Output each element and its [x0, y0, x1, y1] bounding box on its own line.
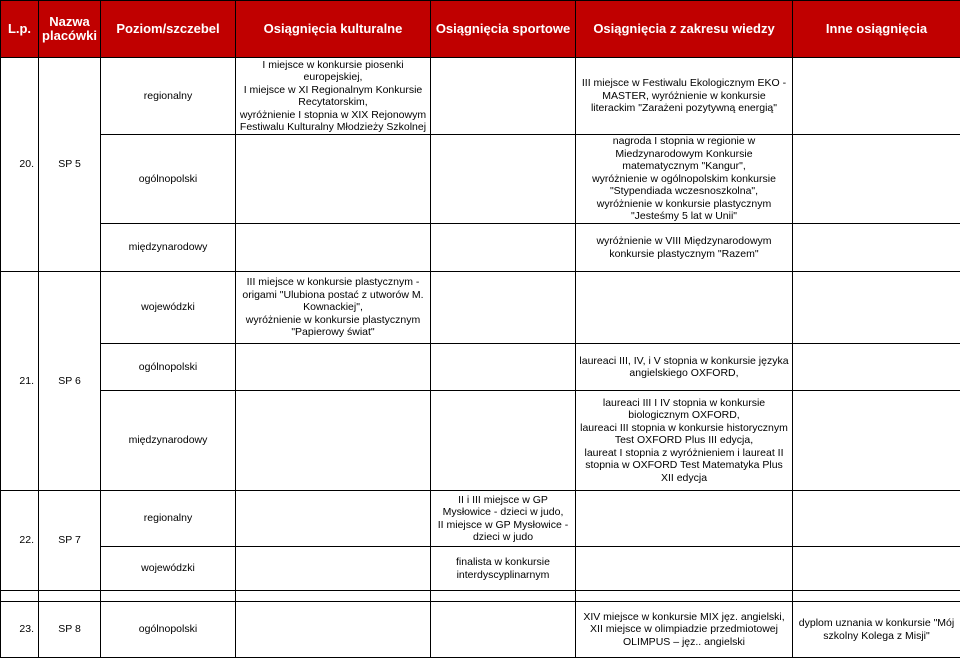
knowledge-cell: XIV miejsce w konkursie MIX jęz. angielski, XII miejsce w olimpiadzie przedmiotowej OLIMPUS – jęz.. angielski [576, 602, 793, 658]
sport-cell [431, 391, 576, 491]
sport-cell: finalista w konkursie interdyscyplinarnym [431, 547, 576, 591]
header-level: Poziom/szczebel [101, 1, 236, 58]
knowledge-cell [576, 491, 793, 547]
culture-cell [236, 391, 431, 491]
other-cell [793, 224, 960, 272]
row-number: 23. [1, 602, 39, 658]
header-row [1, 1, 960, 58]
culture-cell [236, 135, 431, 224]
knowledge-cell [576, 547, 793, 591]
other-cell [793, 58, 960, 135]
knowledge-cell: nagroda I stopnia w regionie w Miedzynarodowym Konkursie matematycznym "Kangur", wyróżnienie w ogólnopolskim konkursie "Stypendiada wczesnoszkolna", wyróżnienie w konkursie plastycznym "Jesteśmy 5 lat w Unii" [576, 135, 793, 224]
level-cell: międzynarodowy [101, 224, 236, 272]
level-cell: wojewódzki [101, 272, 236, 344]
school-name: SP 8 [39, 602, 101, 658]
sport-cell: II i III miejsce w GP Mysłowice - dzieci w judo, II miejsce w GP Mysłowice - dzieci w judo [431, 491, 576, 547]
level-cell: międzynarodowy [101, 391, 236, 491]
header-name: Nazwa placówki [39, 1, 101, 58]
header-sport: Osiągnięcia sportowe [431, 1, 576, 58]
other-cell [793, 272, 960, 344]
school-name: SP 6 [39, 272, 101, 491]
spacer-cell [101, 591, 236, 602]
knowledge-cell: wyróżnienie w VIII Międzynarodowym konkursie plastycznym "Razem" [576, 224, 793, 272]
culture-cell [236, 491, 431, 547]
table-row [1, 491, 960, 547]
level-cell: ogólnopolski [101, 344, 236, 391]
culture-cell [236, 547, 431, 591]
table-row [1, 344, 960, 391]
level-cell: ogólnopolski [101, 135, 236, 224]
other-cell [793, 491, 960, 547]
culture-cell [236, 224, 431, 272]
knowledge-cell [576, 272, 793, 344]
culture-cell [236, 602, 431, 658]
level-cell: ogólnopolski [101, 602, 236, 658]
table-row [1, 135, 960, 224]
knowledge-cell: laureaci III, IV, i V stopnia w konkursie języka angielskiego OXFORD, [576, 344, 793, 391]
school-name: SP 5 [39, 58, 101, 272]
other-cell [793, 547, 960, 591]
sport-cell [431, 135, 576, 224]
level-cell: regionalny [101, 58, 236, 135]
sport-cell [431, 602, 576, 658]
row-number: 20. [1, 58, 39, 272]
sport-cell [431, 344, 576, 391]
header-lp: L.p. [1, 1, 39, 58]
spacer-cell [236, 591, 431, 602]
culture-cell: III miejsce w konkursie plastycznym - origami "Ulubiona postać z utworów M. Kownackiej", wyróżnienie w konkursie plastycznym "Papierowy świat" [236, 272, 431, 344]
level-cell: wojewódzki [101, 547, 236, 591]
row-number: 21. [1, 272, 39, 491]
table-row [1, 547, 960, 591]
table-row [1, 272, 960, 344]
other-cell: dyplom uznania w konkursie "Mój szkolny Kolega z Misji" [793, 602, 960, 658]
table-row [1, 391, 960, 491]
spacer-cell [431, 591, 576, 602]
table-row [1, 224, 960, 272]
header-other: Inne osiągnięcia [793, 1, 960, 58]
sport-cell [431, 58, 576, 135]
header-knowledge: Osiągnięcia z zakresu wiedzy [576, 1, 793, 58]
knowledge-cell: laureaci III I IV stopnia w konkursie biologicznym OXFORD, laureaci III stopnia w konkursie historycznym Test OXFORD Plus III edycja, laureat I stopnia z wyróżnieniem i laureat II stopnia w OXFORD Test Matematyka Plus XII edycja [576, 391, 793, 491]
table-row [1, 58, 960, 135]
other-cell [793, 391, 960, 491]
spacer-cell [576, 591, 793, 602]
other-cell [793, 344, 960, 391]
row-number: 22. [1, 491, 39, 591]
spacer-cell [1, 591, 39, 602]
school-name: SP 7 [39, 491, 101, 591]
other-cell [793, 135, 960, 224]
culture-cell: I miejsce w konkursie piosenki europejskiej, I miejsce w XI Regionalnym Konkursie Recytatorskim, wyróżnienie I stopnia w XIX Rejonowym Festiwalu Kulturalny Młodzieży Szkolnej [236, 58, 431, 135]
sport-cell [431, 224, 576, 272]
table-row [1, 602, 960, 658]
spacer-row [1, 591, 960, 602]
spacer-cell [793, 591, 960, 602]
sport-cell [431, 272, 576, 344]
culture-cell [236, 344, 431, 391]
header-culture: Osiągnięcia kulturalne [236, 1, 431, 58]
level-cell: regionalny [101, 491, 236, 547]
spacer-cell [39, 591, 101, 602]
knowledge-cell: III miejsce w Festiwalu Ekologicznym EKO - MASTER, wyróżnienie w konkursie literackim "Zarażeni pozytywną energią" [576, 58, 793, 135]
